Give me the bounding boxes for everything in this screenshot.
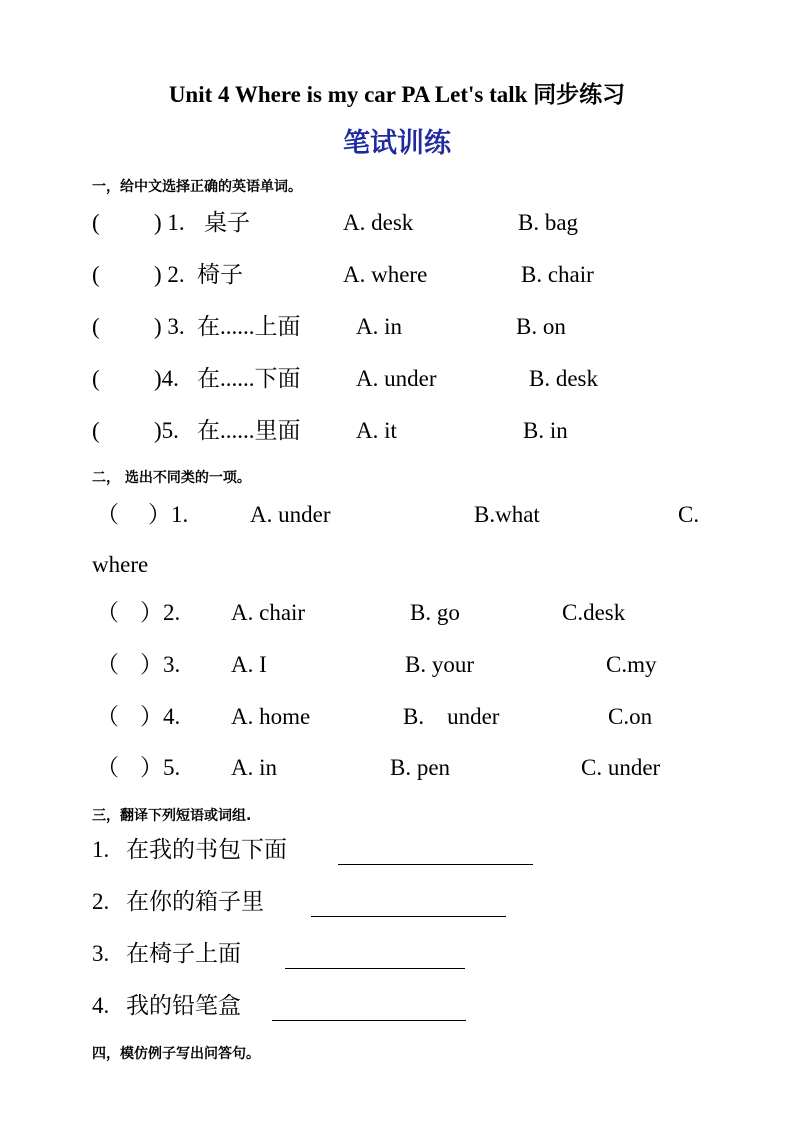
section-1-heading: 一，给中文选择正确的英语单词。 xyxy=(92,179,302,195)
chinese-word: 桌子 xyxy=(204,210,250,235)
question-number: )5. xyxy=(154,418,179,443)
question-number: ) 2. xyxy=(154,262,185,287)
chinese-phrase: 我的铅笔盒 xyxy=(126,993,241,1018)
page-subtitle: 笔试训练 xyxy=(343,128,451,159)
item-number: 4. xyxy=(92,993,110,1018)
question-number: ）1. xyxy=(148,502,189,527)
option-c-wrapped: where xyxy=(92,552,149,577)
option-a: A. it xyxy=(356,418,397,443)
answer-blank[interactable] xyxy=(311,894,506,917)
option-c: C.on xyxy=(608,704,653,729)
option-a: A. in xyxy=(231,755,277,780)
item-number: 1. xyxy=(92,837,110,862)
answer-bracket-open: ( xyxy=(92,210,100,235)
option-b: B. your xyxy=(405,652,474,677)
question-number: )4. xyxy=(154,366,179,391)
answer-bracket-open: （ xyxy=(96,704,119,729)
option-a: A. I xyxy=(231,652,267,677)
option-b: B. chair xyxy=(521,262,594,287)
option-c: C. xyxy=(678,502,700,527)
option-b: B.what xyxy=(474,502,540,527)
option-a: A. home xyxy=(231,704,311,729)
answer-bracket-open: （ xyxy=(96,652,119,677)
answer-bracket-open: ( xyxy=(92,314,100,339)
question-number: ）3. xyxy=(140,652,181,677)
option-a: A. chair xyxy=(231,600,306,625)
option-b: B. desk xyxy=(529,366,598,391)
section-2-heading: 二， 选出不同类的一项。 xyxy=(92,470,251,486)
question-number: ) 3. xyxy=(154,314,185,339)
option-b: B. in xyxy=(523,418,568,443)
answer-blank[interactable] xyxy=(285,946,465,969)
option-a: A. under xyxy=(356,366,437,391)
chinese-phrase: 在我的书包下面 xyxy=(126,837,287,862)
item-number: 3. xyxy=(92,941,110,966)
item-number: 2. xyxy=(92,889,110,914)
question-number: ) 1. xyxy=(154,210,185,235)
option-a: A. desk xyxy=(343,210,414,235)
chinese-word: 椅子 xyxy=(197,262,243,287)
option-c: C.my xyxy=(606,652,657,677)
chinese-word: 在......里面 xyxy=(197,418,301,443)
chinese-word: 在......上面 xyxy=(197,314,301,339)
chinese-phrase: 在椅子上面 xyxy=(126,941,241,966)
chinese-phrase: 在你的箱子里 xyxy=(126,889,264,914)
option-b: B. under xyxy=(403,704,500,729)
answer-blank[interactable] xyxy=(338,842,533,865)
section-4-heading: 四，模仿例子写出问答句。 xyxy=(92,1046,260,1062)
option-a: A. under xyxy=(250,502,331,527)
chinese-word: 在......下面 xyxy=(197,366,301,391)
option-b: B. pen xyxy=(390,755,451,780)
option-b: B. bag xyxy=(518,210,579,235)
option-a: A. where xyxy=(343,262,428,287)
answer-bracket-open: ( xyxy=(92,262,100,287)
option-b: B. go xyxy=(410,600,460,625)
question-number: ）5. xyxy=(140,755,181,780)
option-a: A. in xyxy=(356,314,402,339)
option-b: B. on xyxy=(516,314,566,339)
section-3-heading: 三，翻译下列短语或词组. xyxy=(92,808,252,824)
page-title: Unit 4 Where is my car PA Let's talk 同步练习 xyxy=(168,82,626,107)
question-number: ）2. xyxy=(140,600,181,625)
answer-blank[interactable] xyxy=(272,998,466,1021)
answer-bracket-open: ( xyxy=(92,366,100,391)
question-number: ）4. xyxy=(140,704,181,729)
answer-bracket-open: （ xyxy=(96,600,119,625)
option-c: C. under xyxy=(581,755,661,780)
option-c: C.desk xyxy=(562,600,626,625)
answer-bracket-open: （ xyxy=(96,502,119,527)
answer-bracket-open: ( xyxy=(92,418,100,443)
answer-bracket-open: （ xyxy=(96,755,119,780)
